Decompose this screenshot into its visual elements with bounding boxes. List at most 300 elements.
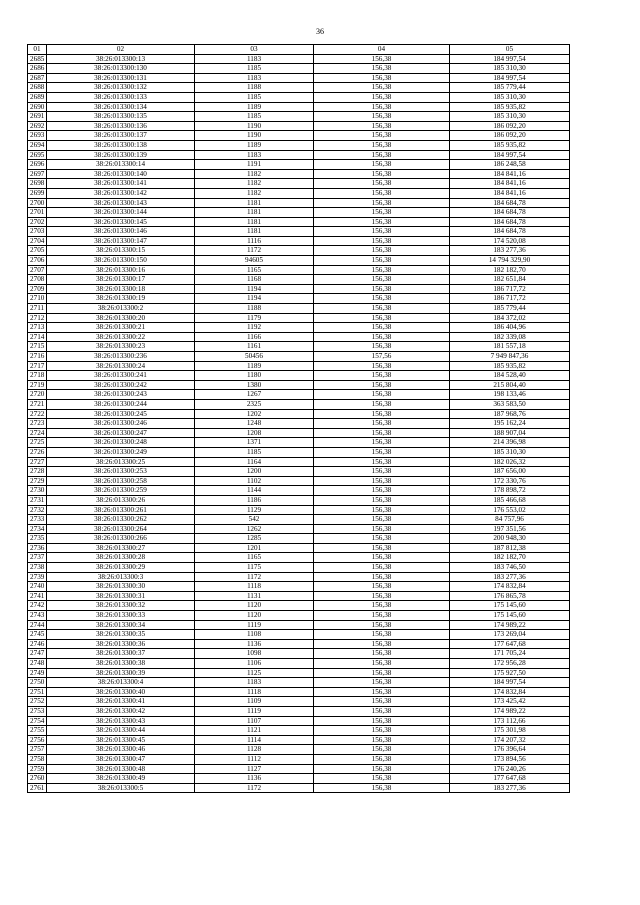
- table-row: [28, 208, 570, 218]
- rate-cell: 156,38: [314, 419, 450, 429]
- area-cell: 1102: [195, 476, 314, 486]
- table-row: [28, 735, 570, 745]
- area-cell: 1371: [195, 438, 314, 448]
- row-number-cell: 2718: [28, 371, 47, 381]
- column-header-01: 01: [28, 45, 47, 55]
- row-number-cell: 2750: [28, 678, 47, 688]
- row-number-cell: 2691: [28, 112, 47, 122]
- area-cell: 1182: [195, 188, 314, 198]
- value-cell: 187 812,38: [450, 543, 570, 553]
- value-cell: 171 705,24: [450, 649, 570, 659]
- table-row: [28, 447, 570, 457]
- area-cell: 1175: [195, 563, 314, 573]
- cadastral-number-cell: 38:26:013300:48: [47, 764, 195, 774]
- area-cell: 1144: [195, 486, 314, 496]
- cadastral-number-cell: 38:26:013300:253: [47, 467, 195, 477]
- cadastral-number-cell: 38:26:013300:15: [47, 246, 195, 256]
- value-cell: 184 997,54: [450, 54, 570, 64]
- row-number-cell: 2708: [28, 275, 47, 285]
- table-row: [28, 227, 570, 237]
- cadastral-number-cell: 38:26:013300:247: [47, 428, 195, 438]
- cadastral-number-cell: 38:26:013300:38: [47, 659, 195, 669]
- row-number-cell: 2761: [28, 783, 47, 793]
- cadastral-number-cell: 38:26:013300:42: [47, 706, 195, 716]
- row-number-cell: 2699: [28, 188, 47, 198]
- table-row: [28, 83, 570, 93]
- value-cell: 173 269,04: [450, 630, 570, 640]
- table-row: [28, 764, 570, 774]
- table-row: [28, 121, 570, 131]
- row-number-cell: 2758: [28, 754, 47, 764]
- table-row: [28, 678, 570, 688]
- value-cell: 176 396,64: [450, 745, 570, 755]
- table-row: [28, 169, 570, 179]
- cadastral-number-cell: 38:26:013300:261: [47, 505, 195, 515]
- row-number-cell: 2754: [28, 716, 47, 726]
- row-number-cell: 2739: [28, 572, 47, 582]
- value-cell: 184 841,16: [450, 179, 570, 189]
- cadastral-number-cell: 38:26:013300:150: [47, 256, 195, 266]
- value-cell: 174 832,84: [450, 582, 570, 592]
- rate-cell: 156,38: [314, 332, 450, 342]
- cadastral-number-cell: 38:26:013300:132: [47, 83, 195, 93]
- area-cell: 1112: [195, 754, 314, 764]
- cadastral-number-cell: 38:26:013300:45: [47, 735, 195, 745]
- table-row: [28, 476, 570, 486]
- area-cell: 1106: [195, 659, 314, 669]
- table-row: [28, 611, 570, 621]
- value-cell: 184 997,54: [450, 150, 570, 160]
- cadastral-number-cell: 38:26:013300:130: [47, 64, 195, 74]
- table-row: [28, 390, 570, 400]
- table-row: [28, 563, 570, 573]
- cadastral-number-cell: 38:26:013300:24: [47, 361, 195, 371]
- area-cell: 1201: [195, 543, 314, 553]
- table-row: [28, 419, 570, 429]
- cadastral-number-cell: 38:26:013300:25: [47, 457, 195, 467]
- value-cell: 185 779,44: [450, 83, 570, 93]
- row-number-cell: 2743: [28, 611, 47, 621]
- area-cell: 1108: [195, 630, 314, 640]
- row-number-cell: 2726: [28, 447, 47, 457]
- area-cell: 1166: [195, 332, 314, 342]
- rate-cell: 156,38: [314, 783, 450, 793]
- value-cell: 184 528,40: [450, 371, 570, 381]
- value-cell: 185 935,82: [450, 140, 570, 150]
- area-cell: 1120: [195, 611, 314, 621]
- value-cell: 176 553,02: [450, 505, 570, 515]
- rate-cell: 156,38: [314, 198, 450, 208]
- cadastral-number-cell: 38:26:013300:17: [47, 275, 195, 285]
- value-cell: 184 684,78: [450, 208, 570, 218]
- table-row: [28, 754, 570, 764]
- rate-cell: 156,38: [314, 515, 450, 525]
- table-row: [28, 726, 570, 736]
- cadastral-number-cell: 38:26:013300:44: [47, 726, 195, 736]
- rate-cell: 156,38: [314, 563, 450, 573]
- row-number-cell: 2742: [28, 601, 47, 611]
- table-row: [28, 716, 570, 726]
- value-cell: 175 301,98: [450, 726, 570, 736]
- cadastral-number-cell: 38:26:013300:143: [47, 198, 195, 208]
- table-row: [28, 467, 570, 477]
- table-row: [28, 246, 570, 256]
- area-cell: 1189: [195, 102, 314, 112]
- row-number-cell: 2698: [28, 179, 47, 189]
- row-number-cell: 2713: [28, 323, 47, 333]
- table-row: [28, 64, 570, 74]
- value-cell: 174 207,32: [450, 735, 570, 745]
- cadastral-number-cell: 38:26:013300:34: [47, 620, 195, 630]
- area-cell: 1285: [195, 534, 314, 544]
- area-cell: 2325: [195, 399, 314, 409]
- rate-cell: 156,38: [314, 390, 450, 400]
- table-row: [28, 457, 570, 467]
- cadastral-number-cell: 38:26:013300:41: [47, 697, 195, 707]
- rate-cell: 156,38: [314, 486, 450, 496]
- area-cell: 1136: [195, 774, 314, 784]
- table-row: [28, 687, 570, 697]
- rate-cell: 156,38: [314, 409, 450, 419]
- value-cell: 184 841,16: [450, 188, 570, 198]
- value-cell: 182 182,70: [450, 553, 570, 563]
- row-number-cell: 2687: [28, 73, 47, 83]
- table-row: [28, 150, 570, 160]
- area-cell: 1188: [195, 304, 314, 314]
- area-cell: 1185: [195, 92, 314, 102]
- rate-cell: 156,38: [314, 361, 450, 371]
- row-number-cell: 2728: [28, 467, 47, 477]
- table-row: [28, 112, 570, 122]
- area-cell: 1181: [195, 198, 314, 208]
- area-cell: 1165: [195, 265, 314, 275]
- cadastral-number-cell: 38:26:013300:258: [47, 476, 195, 486]
- row-number-cell: 2709: [28, 284, 47, 294]
- row-number-cell: 2732: [28, 505, 47, 515]
- row-number-cell: 2702: [28, 217, 47, 227]
- rate-cell: 156,38: [314, 150, 450, 160]
- area-cell: 1185: [195, 112, 314, 122]
- value-cell: 177 647,68: [450, 639, 570, 649]
- area-cell: 1186: [195, 495, 314, 505]
- cadastral-number-cell: 38:26:013300:142: [47, 188, 195, 198]
- value-cell: 185 310,30: [450, 64, 570, 74]
- area-cell: 1107: [195, 716, 314, 726]
- value-cell: 186 717,72: [450, 284, 570, 294]
- table-row: [28, 380, 570, 390]
- area-cell: 1182: [195, 169, 314, 179]
- cadastral-number-cell: 38:26:013300:136: [47, 121, 195, 131]
- value-cell: 174 989,22: [450, 620, 570, 630]
- value-cell: 185 935,82: [450, 361, 570, 371]
- rate-cell: 156,38: [314, 304, 450, 314]
- row-number-cell: 2715: [28, 342, 47, 352]
- area-cell: 1183: [195, 678, 314, 688]
- value-cell: 185 779,44: [450, 304, 570, 314]
- rate-cell: 156,38: [314, 284, 450, 294]
- row-number-cell: 2690: [28, 102, 47, 112]
- value-cell: 186 717,72: [450, 294, 570, 304]
- row-number-cell: 2729: [28, 476, 47, 486]
- value-cell: 185 310,30: [450, 447, 570, 457]
- value-cell: 185 310,30: [450, 92, 570, 102]
- rate-cell: 156,38: [314, 83, 450, 93]
- area-cell: 1165: [195, 553, 314, 563]
- value-cell: 185 310,30: [450, 112, 570, 122]
- value-cell: 184 997,54: [450, 678, 570, 688]
- value-cell: 175 145,60: [450, 611, 570, 621]
- cadastral-number-cell: 38:26:013300:16: [47, 265, 195, 275]
- cadastral-number-cell: 38:26:013300:35: [47, 630, 195, 640]
- table-row: [28, 697, 570, 707]
- row-number-cell: 2707: [28, 265, 47, 275]
- rate-cell: 156,38: [314, 313, 450, 323]
- value-cell: 214 396,98: [450, 438, 570, 448]
- table-row: [28, 131, 570, 141]
- row-number-cell: 2689: [28, 92, 47, 102]
- row-number-cell: 2688: [28, 83, 47, 93]
- area-cell: 1190: [195, 121, 314, 131]
- cadastral-number-cell: 38:26:013300:264: [47, 524, 195, 534]
- table-row: [28, 783, 570, 793]
- table-row: [28, 630, 570, 640]
- cadastral-number-cell: 38:26:013300:33: [47, 611, 195, 621]
- rate-cell: 156,38: [314, 611, 450, 621]
- rate-cell: 156,38: [314, 371, 450, 381]
- rate-cell: 156,38: [314, 687, 450, 697]
- value-cell: 186 092,20: [450, 131, 570, 141]
- row-number-cell: 2695: [28, 150, 47, 160]
- value-cell: 181 557,18: [450, 342, 570, 352]
- value-cell: 177 647,68: [450, 774, 570, 784]
- table-row: [28, 371, 570, 381]
- value-cell: 182 651,84: [450, 275, 570, 285]
- row-number-cell: 2752: [28, 697, 47, 707]
- area-cell: 1119: [195, 620, 314, 630]
- table-body: [28, 54, 570, 793]
- value-cell: 187 968,76: [450, 409, 570, 419]
- value-cell: 84 757,96: [450, 515, 570, 525]
- cadastral-number-cell: 38:26:013300:23: [47, 342, 195, 352]
- area-cell: 1192: [195, 323, 314, 333]
- column-header-02: 02: [47, 45, 195, 55]
- rate-cell: 156,38: [314, 447, 450, 457]
- area-cell: 94605: [195, 256, 314, 266]
- table-row: [28, 102, 570, 112]
- row-number-cell: 2755: [28, 726, 47, 736]
- table-row: [28, 332, 570, 342]
- row-number-cell: 2704: [28, 236, 47, 246]
- row-number-cell: 2721: [28, 399, 47, 409]
- table-row: [28, 524, 570, 534]
- area-cell: 1129: [195, 505, 314, 515]
- row-number-cell: 2738: [28, 563, 47, 573]
- table-row: [28, 409, 570, 419]
- cadastral-number-cell: 38:26:013300:27: [47, 543, 195, 553]
- table-row: [28, 179, 570, 189]
- value-cell: 198 133,46: [450, 390, 570, 400]
- table-row: [28, 649, 570, 659]
- row-number-cell: 2694: [28, 140, 47, 150]
- table-row: [28, 92, 570, 102]
- area-cell: 1183: [195, 54, 314, 64]
- value-cell: 186 092,20: [450, 121, 570, 131]
- cadastral-number-cell: 38:26:013300:22: [47, 332, 195, 342]
- rate-cell: 156,38: [314, 102, 450, 112]
- row-number-cell: 2736: [28, 543, 47, 553]
- rate-cell: 156,38: [314, 131, 450, 141]
- table-row: [28, 294, 570, 304]
- table-row: [28, 668, 570, 678]
- row-number-cell: 2731: [28, 495, 47, 505]
- area-cell: 1120: [195, 601, 314, 611]
- value-cell: 173 112,66: [450, 716, 570, 726]
- area-cell: 1125: [195, 668, 314, 678]
- table-row: [28, 428, 570, 438]
- area-cell: 1098: [195, 649, 314, 659]
- row-number-cell: 2693: [28, 131, 47, 141]
- cadastral-number-cell: 38:26:013300:248: [47, 438, 195, 448]
- cadastral-number-cell: 38:26:013300:19: [47, 294, 195, 304]
- row-number-cell: 2737: [28, 553, 47, 563]
- cadastral-number-cell: 38:26:013300:3: [47, 572, 195, 582]
- row-number-cell: 2685: [28, 54, 47, 64]
- rate-cell: 156,38: [314, 169, 450, 179]
- cadastral-number-cell: 38:26:013300:43: [47, 716, 195, 726]
- area-cell: 1181: [195, 208, 314, 218]
- table-row: [28, 774, 570, 784]
- table-row: [28, 505, 570, 515]
- table-row: [28, 352, 570, 362]
- column-header-05: 05: [450, 45, 570, 55]
- rate-cell: 156,38: [314, 534, 450, 544]
- rate-cell: 156,38: [314, 726, 450, 736]
- table-row: [28, 54, 570, 64]
- value-cell: 195 162,24: [450, 419, 570, 429]
- area-cell: 1188: [195, 83, 314, 93]
- table-row: [28, 160, 570, 170]
- cadastral-number-cell: 38:26:013300:137: [47, 131, 195, 141]
- table-row: [28, 140, 570, 150]
- row-number-cell: 2720: [28, 390, 47, 400]
- value-cell: 188 907,04: [450, 428, 570, 438]
- area-cell: 1380: [195, 380, 314, 390]
- value-cell: 178 898,72: [450, 486, 570, 496]
- area-cell: 1172: [195, 572, 314, 582]
- area-cell: 1168: [195, 275, 314, 285]
- row-number-cell: 2745: [28, 630, 47, 640]
- rate-cell: 156,38: [314, 294, 450, 304]
- cadastral-number-cell: 38:26:013300:140: [47, 169, 195, 179]
- cadastral-number-cell: 38:26:013300:245: [47, 409, 195, 419]
- cadastral-number-cell: 38:26:013300:46: [47, 745, 195, 755]
- value-cell: 175 927,50: [450, 668, 570, 678]
- row-number-cell: 2759: [28, 764, 47, 774]
- row-number-cell: 2740: [28, 582, 47, 592]
- row-number-cell: 2751: [28, 687, 47, 697]
- value-cell: 174 832,84: [450, 687, 570, 697]
- value-cell: 197 351,56: [450, 524, 570, 534]
- rate-cell: 156,38: [314, 399, 450, 409]
- row-number-cell: 2710: [28, 294, 47, 304]
- value-cell: 184 841,16: [450, 169, 570, 179]
- rate-cell: 156,38: [314, 639, 450, 649]
- cadastral-number-cell: 38:26:013300:36: [47, 639, 195, 649]
- rate-cell: 156,38: [314, 505, 450, 515]
- area-cell: 1127: [195, 764, 314, 774]
- area-cell: 1179: [195, 313, 314, 323]
- row-number-cell: 2725: [28, 438, 47, 448]
- rate-cell: 156,38: [314, 92, 450, 102]
- cadastral-number-cell: 38:26:013300:18: [47, 284, 195, 294]
- value-cell: 173 894,56: [450, 754, 570, 764]
- row-number-cell: 2760: [28, 774, 47, 784]
- area-cell: 1128: [195, 745, 314, 755]
- cadastral-number-cell: 38:26:013300:259: [47, 486, 195, 496]
- row-number-cell: 2734: [28, 524, 47, 534]
- value-cell: 7 949 847,36: [450, 352, 570, 362]
- row-number-cell: 2701: [28, 208, 47, 218]
- area-cell: 1194: [195, 284, 314, 294]
- table-row: [28, 323, 570, 333]
- row-number-cell: 2757: [28, 745, 47, 755]
- rate-cell: 156,38: [314, 457, 450, 467]
- value-cell: 184 684,78: [450, 198, 570, 208]
- rate-cell: 156,38: [314, 601, 450, 611]
- cadastral-number-cell: 38:26:013300:243: [47, 390, 195, 400]
- table-row: [28, 361, 570, 371]
- table-row: [28, 265, 570, 275]
- rate-cell: 156,38: [314, 543, 450, 553]
- cadastral-number-cell: 38:26:013300:40: [47, 687, 195, 697]
- rate-cell: 156,38: [314, 121, 450, 131]
- cadastral-number-cell: 38:26:013300:262: [47, 515, 195, 525]
- value-cell: 176 240,26: [450, 764, 570, 774]
- value-cell: 182 026,32: [450, 457, 570, 467]
- rate-cell: 156,38: [314, 620, 450, 630]
- row-number-cell: 2716: [28, 352, 47, 362]
- cadastral-number-cell: 38:26:013300:20: [47, 313, 195, 323]
- area-cell: 1183: [195, 150, 314, 160]
- rate-cell: 156,38: [314, 735, 450, 745]
- table-row: [28, 745, 570, 755]
- value-cell: 184 997,54: [450, 73, 570, 83]
- rate-cell: 156,38: [314, 438, 450, 448]
- table-row: [28, 486, 570, 496]
- row-number-cell: 2748: [28, 659, 47, 669]
- table-row: [28, 620, 570, 630]
- column-header-04: 04: [314, 45, 450, 55]
- rate-cell: 156,38: [314, 217, 450, 227]
- rate-cell: 156,38: [314, 112, 450, 122]
- cadastral-number-cell: 38:26:013300:145: [47, 217, 195, 227]
- row-number-cell: 2733: [28, 515, 47, 525]
- area-cell: 1248: [195, 419, 314, 429]
- rate-cell: 156,38: [314, 54, 450, 64]
- cadastral-number-cell: 38:26:013300:26: [47, 495, 195, 505]
- value-cell: 185 935,82: [450, 102, 570, 112]
- cadastral-number-cell: 38:26:013300:138: [47, 140, 195, 150]
- cadastral-number-cell: 38:26:013300:141: [47, 179, 195, 189]
- area-cell: 1262: [195, 524, 314, 534]
- value-cell: 14 794 329,90: [450, 256, 570, 266]
- row-number-cell: 2703: [28, 227, 47, 237]
- rate-cell: 156,38: [314, 256, 450, 266]
- row-number-cell: 2722: [28, 409, 47, 419]
- area-cell: 50456: [195, 352, 314, 362]
- rate-cell: 156,38: [314, 495, 450, 505]
- value-cell: 174 520,08: [450, 236, 570, 246]
